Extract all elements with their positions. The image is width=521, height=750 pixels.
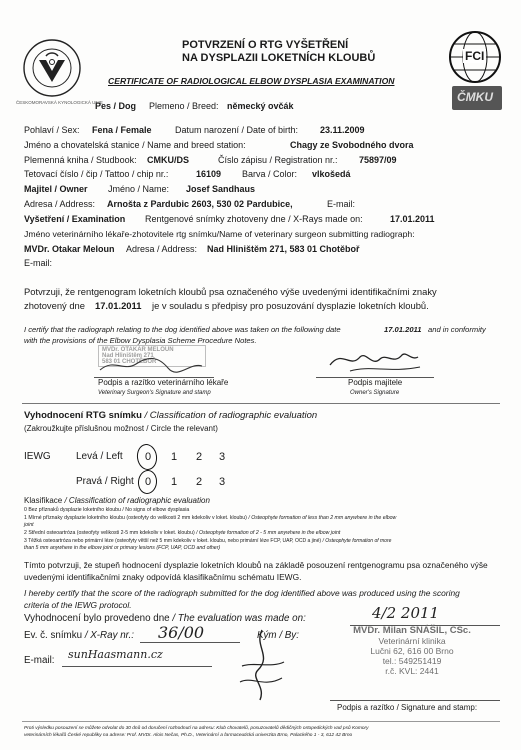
final-sign-label: Podpis a razítko / Signature and stamp: xyxy=(337,703,478,712)
class-line-3-cz: 3 Těžká osteoartróza nebo primární léze (osteofyty větší než 5 mm kdekoliv v loket. kloubu, nebo primární léze FCP, UAP, OCD a jiné) xyxy=(24,538,322,544)
owner-address-value: Arnošta z Pardubic 2603, 530 02 Pardubice, xyxy=(107,199,293,209)
left-grade-0[interactable]: 0 xyxy=(145,451,152,463)
sex-value: Fena / Female xyxy=(92,125,152,135)
clinic-stamp xyxy=(352,625,472,676)
circle-note: (Zakroužkujte příslušnou možnost / Circle the relevant) xyxy=(24,424,218,433)
confirm-en-line1a: I certify that the radiograph relating to the dog identified above was taken on the following date xyxy=(24,325,341,334)
left-grade-3[interactable]: 3 xyxy=(219,451,226,463)
color-label: Barva / Color: xyxy=(242,169,298,179)
vet-name: MVDr. Otakar Meloun xyxy=(24,244,115,254)
class-line-1-en: / Osteophyte formation of less than 2 mm anywhere in the elbow xyxy=(246,515,397,521)
xray-line xyxy=(140,642,240,643)
class-line-1-cont: joint xyxy=(24,522,34,528)
class-line-2-en: / Osteophyte formation of 2 - 5 mm anywhere in the elbow joint xyxy=(194,530,341,536)
right-grade-2[interactable]: 2 xyxy=(196,476,203,488)
cmku-badge-text: ČMKU xyxy=(457,90,493,104)
left-grade-1[interactable]: 1 xyxy=(171,451,178,463)
confirm-en-line1b: and in conformity xyxy=(428,325,486,334)
vet-sign-label-en: Veterinary Surgeon's Signature and stamp xyxy=(98,390,211,396)
exam-made-label: Rentgenové snímky zhotoveny dne / X-Rays made on: xyxy=(145,214,363,224)
classification-title-en: / Classification of radiographic evaluation xyxy=(64,496,210,505)
confirm-cz-line2b: je v souladu s předpisy pro posuzování dysplazie loketních kloubů. xyxy=(152,300,429,311)
exam-label: Vyšetření / Examination xyxy=(24,214,126,224)
class-line-0: 0 Bez příznaků dysplazie loketního kloubu / No signs of elbow dysplasia xyxy=(24,507,190,513)
class-line-3-cont: than 5 mm anywhere in the elbow joint or primary lesions (FCP, UAP, OCD and other) xyxy=(24,545,221,551)
left-grade-2[interactable]: 2 xyxy=(196,451,203,463)
done-label: Vyhodnocení bylo provedeno dne xyxy=(24,613,170,624)
left-selected-circle xyxy=(135,443,158,472)
cmku-seal-icon xyxy=(22,38,82,98)
class-line-3-en: / Osteophyte formation of more xyxy=(321,538,392,544)
classification-title-cz: Klasifikace xyxy=(24,496,63,505)
email-label-final: E-mail: xyxy=(24,655,55,666)
breed-value: německý ovčák xyxy=(227,101,294,111)
right-grade-1[interactable]: 1 xyxy=(171,476,178,488)
title-cz-1: POTVRZENÍ O RTG VYŠETŘENÍ xyxy=(182,39,349,51)
done-label-en: / The evaluation was made on: xyxy=(172,613,306,624)
color-value: vlkošedá xyxy=(312,169,351,179)
right-selected-circle xyxy=(137,469,158,495)
tattoo-value: 16109 xyxy=(196,169,222,179)
left-elbow-label: Levá / Left xyxy=(76,451,123,462)
vet-sign-label-cz: Podpis a razítko veterinárního lékaře xyxy=(98,378,229,387)
class-line-1 xyxy=(24,515,396,521)
vet-address-label: Adresa / Address: xyxy=(126,244,198,254)
xray-value: 36/00 xyxy=(158,623,205,642)
reg-label: Číslo zápisu / Registration nr.: xyxy=(218,155,338,165)
dob-label: Datum narození / Date of birth: xyxy=(175,125,299,135)
dog-name-label: Jméno a chovatelská stanice / Name and breed station: xyxy=(24,140,246,150)
studbook-value: CMKU/DS xyxy=(147,155,189,165)
classification-title xyxy=(24,496,210,505)
confirm-en-date: 17.01.2011 xyxy=(384,325,422,334)
clinic-stamp-line-3: Lučni 62, 616 00 Brno xyxy=(370,646,454,656)
clinic-stamp-line-2: Veterinární klinika xyxy=(378,636,446,646)
evaluation-title xyxy=(24,410,317,421)
class-line-1-cz: 1 Mírné příznaky dysplazie loketního kloubu (osteofyty do velikosti 2 mm kdekoliv v loket. kloubu) xyxy=(24,515,247,521)
owner-name-value: Josef Sandhaus xyxy=(186,184,256,194)
vet-address-value: Nad Hliništěm 271, 583 01 Chotěboř xyxy=(207,244,360,254)
cmku-badge xyxy=(452,86,502,110)
tattoo-label: Tetovací číslo / čip / Tattoo / chip nr.: xyxy=(24,169,169,179)
owner-address-label: Adresa / Address: xyxy=(24,199,96,209)
fci-label: FCI xyxy=(465,49,485,63)
xray-label: Ev. č. snímku xyxy=(24,630,83,641)
final-cz-line2: uvedenými identifikačními znaky odpovídá klasifikačnímu schématu IEWG. xyxy=(24,572,302,582)
by-label: Kým / By: xyxy=(257,630,299,641)
reg-value: 75897/09 xyxy=(359,155,397,165)
done-date-value: 4/2 2011 xyxy=(372,604,440,622)
scheme-label: IEWG xyxy=(24,451,51,462)
owner-signature xyxy=(320,343,430,377)
class-line-3 xyxy=(24,538,391,544)
evaluation-title-cz: Vyhodnocení RTG snímku xyxy=(24,410,142,421)
final-en-line1: I hereby certify that the score of the radiograph submitted for the dog identified above was produced using the scoring xyxy=(24,588,460,598)
clinic-stamp-line-4: tel.: 549251419 xyxy=(382,656,442,666)
final-cz-line1: Tímto potvrzuji, že stupeň hodnocení dysplazie loketních kloubů na základě posouzení rentgenogramu psa označeného výše xyxy=(24,560,488,570)
section-divider xyxy=(22,403,500,404)
exam-made-value: 17.01.2011 xyxy=(390,214,435,224)
dob-value: 23.11.2009 xyxy=(320,125,365,135)
confirm-cz-date: 17.01.2011 xyxy=(95,300,142,311)
vet-stamp-line-3: 583 01 CHOTĚBOŘ xyxy=(102,359,157,365)
owner-email-label: E-mail: xyxy=(327,199,356,209)
owner-name-label: Jméno / Name: xyxy=(108,184,170,194)
email-value: sunHaasmann.cz xyxy=(68,648,163,661)
right-elbow-label: Pravá / Right xyxy=(76,476,134,487)
class-line-2 xyxy=(24,530,340,536)
right-grade-3[interactable]: 3 xyxy=(219,476,226,488)
left-logo xyxy=(22,38,82,98)
xray-label-en: / X-Ray nr.: xyxy=(84,630,134,641)
email-line xyxy=(62,666,212,667)
vet-email-label: E-mail: xyxy=(24,258,53,268)
title-cz-2: NA DYSPLAZII LOKETNÍCH KLOUBŮ xyxy=(182,52,376,64)
left-logo-text: ČESKOMORAVSKÁ KYNOLOGICKÁ UNIE xyxy=(16,100,103,105)
studbook-label: Plemenná kniha / Studbook: xyxy=(24,155,137,165)
xray-row xyxy=(24,630,134,641)
title-en: CERTIFICATE OF RADIOLOGICAL ELBOW DYSPLASIA EXAMINATION xyxy=(108,76,395,86)
vet-label: Jméno veterinárního lékaře-zhotovitele rtg snímku/Name of veterinary surgeon submitting radiograph: xyxy=(24,229,415,239)
clinic-stamp-line-1: MVDr. Milan SNÁŠIL, CSc. xyxy=(353,625,471,636)
owner-label: Majitel / Owner xyxy=(24,184,88,194)
class-line-2-cz: 2 Střední osteoartróza (osteofyty velikosti 2-5 mm kdekoliv v loket. kloubu) xyxy=(24,530,195,536)
sex-label: Pohlaví / Sex: xyxy=(24,125,80,135)
species-label: Pes / Dog xyxy=(95,101,137,111)
final-sign-line xyxy=(330,700,500,701)
confirm-cz-line1: Potvrzuji, že rentgenogram loketních kloubů psa označeného výše uvedenými identifikačními znaky xyxy=(24,286,437,297)
breed-label: Plemeno / Breed: xyxy=(149,101,219,111)
fci-logo xyxy=(448,30,502,84)
final-en-line2: criteria of the IEWG protocol. xyxy=(24,600,132,610)
owner-sign-label-cz: Podpis majitele xyxy=(348,378,403,387)
owner-sign-label-en: Owner's Signature xyxy=(350,390,400,396)
vet-stamp-line-1: MVDr. OTAKAR MELOUN xyxy=(102,347,174,353)
right-grade-0[interactable]: 0 xyxy=(145,476,152,488)
evaluation-title-en: / Classification of radiographic evaluation xyxy=(144,410,318,421)
clinic-stamp-line-5: r.č. KVL: 2441 xyxy=(385,666,439,676)
footer-line-1: Proti výsledku posouzení se můžete odvolat do 30 dnů od doručení rozhodnutí na adresu: Klub chovatelů, posuzovatelů dědičných ortopedických vad psů Komory xyxy=(24,726,369,731)
confirm-cz-line2a: zhotovený dne xyxy=(24,300,85,311)
evaluator-signature xyxy=(232,626,292,706)
vet-stamp-line-2: Nad Hliništěm 271 xyxy=(102,353,154,359)
footer-line-2: veterinárních lékařů České republiky na adrese: Prof. MVDr. Alois Nečas, Ph.D., Veterinární a farmaceutická univerzita Brno, Palackého 1 - 3, 612 42 Brno xyxy=(24,733,353,738)
vet-signature xyxy=(96,352,206,378)
confirm-en-line2: with the provisions of the Elbow Dysplasia Scheme Procedure Notes. xyxy=(24,336,257,345)
footer-divider xyxy=(22,721,500,722)
dog-name-value: Chagy ze Svobodného dvora xyxy=(290,140,414,150)
